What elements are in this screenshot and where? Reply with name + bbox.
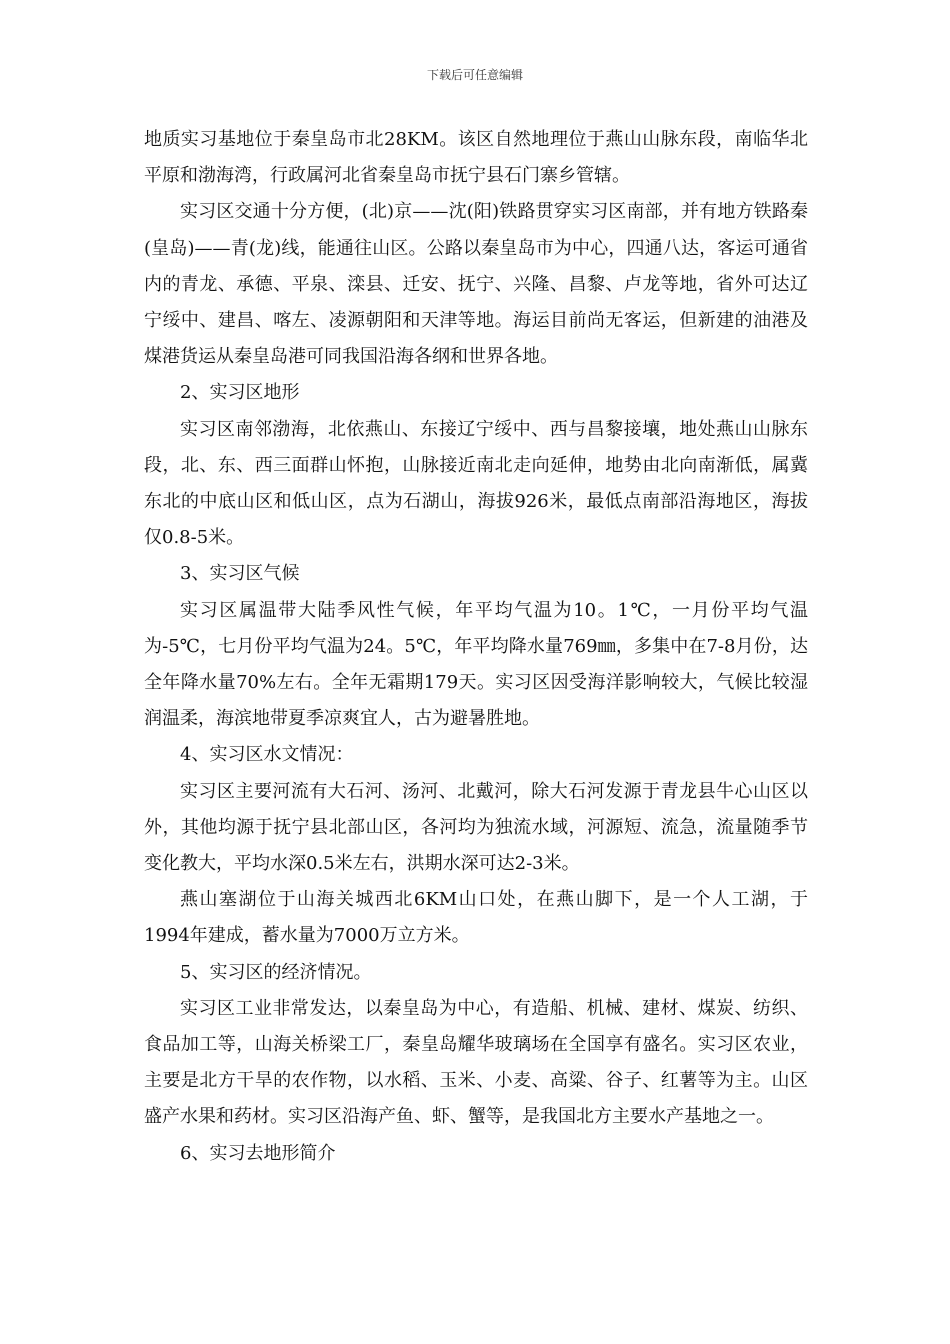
section-heading-terrain: 2、实习区地形 bbox=[180, 382, 300, 404]
section-heading-climate: 3、实习区气候 bbox=[180, 563, 300, 585]
section-heading-economy: 5、实习区的经济情况。 bbox=[180, 961, 372, 983]
paragraph-terrain: 实习区南邻渤海，北依燕山、东接辽宁绥中、西与昌黎接壤，地处燕山山脉东段，北、东、西三面群山怀抱，山脉接近南北走向延伸，地势由北向南渐低，属冀东北的中底山区和低山区，点为石湖山，海拔926米，最低点南部沿海地区，海拔仅0.8-5米。 bbox=[144, 418, 808, 549]
paragraph-lake: 燕山塞湖位于山海关城西北6KM山口处，在燕山脚下，是一个人工湖，于1994年建成，蓄水量为7000万立方米。 bbox=[144, 889, 808, 947]
document-body bbox=[144, 122, 808, 1172]
page-header-note: 下载后可任意编辑 bbox=[426, 68, 523, 82]
paragraph-location: 地质实习基地位于秦皇岛市北28KM。该区自然地理位于燕山山脉东段，南临华北平原和渤海湾，行政属河北省秦皇岛市抚宁县石门寨乡管辖。 bbox=[144, 129, 808, 187]
section-heading-hydrology: 4、实习区水文情况： bbox=[180, 744, 354, 766]
paragraph-economy: 实习区工业非常发达，以秦皇岛为中心，有造船、机械、建材、煤炭、纺织、食品加工等，山海关桥梁工厂，秦皇岛耀华玻璃场在全国享有盛名。实习区农业，主要是北方干旱的农作物，以水稻、玉米、小麦、高粱、谷子、红薯等为主。山区盛产水果和药材。实习区沿海产鱼、虾、蟹等，是我国北方主要水产基地之一。 bbox=[144, 997, 808, 1128]
section-heading-landform-intro: 6、实习去地形简介 bbox=[180, 1142, 336, 1164]
paragraph-rivers: 实习区主要河流有大石河、汤河、北戴河，除大石河发源于青龙县牛心山区以外，其他均源于抚宁县北部山区，各河均为独流水域，河源短、流急，流量随季节变化教大，平均水深0.5米左右，洪期水深可达2-3米。 bbox=[144, 780, 808, 875]
paragraph-climate: 实习区属温带大陆季风性气候，年平均气温为10。1℃，一月份平均气温为-5℃，七月份平均气温为24。5℃，年平均降水量769㎜，多集中在7-8月份，达全年降水量70%左右。全年无霜期179天。实习区因受海洋影响较大，气候比较湿润温柔，海滨地带夏季凉爽宜人，古为避暑胜地。 bbox=[144, 599, 808, 730]
paragraph-transportation: 实习区交通十分方便，(北)京——沈(阳)铁路贯穿实习区南部，并有地方铁路秦(皇岛)——青(龙)线，能通往山区。公路以秦皇岛市为中心，四通八达，客运可通省内的青龙、承德、平泉、滦县、迁安、抚宁、兴隆、昌黎、卢龙等地，省外可达辽宁绥中、建昌、喀左、凌源朝阳和天津等地。海运目前尚无客运，但新建的油港及煤港货运从秦皇岛港可同我国沿海各纲和世界各地。 bbox=[144, 201, 808, 368]
